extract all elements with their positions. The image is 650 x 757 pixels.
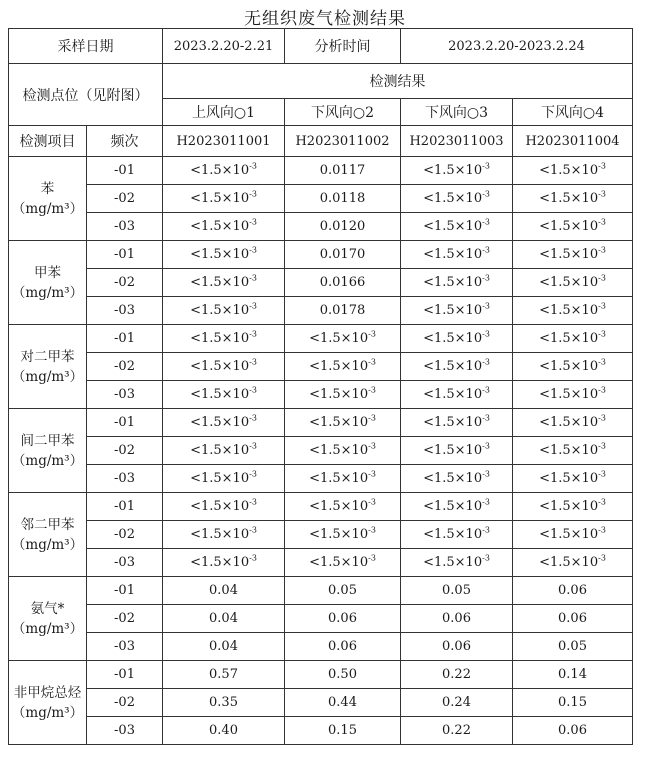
result-cell: 0.0170	[285, 241, 401, 269]
result-cell: $<1.5\times 10^{-3}$	[285, 465, 401, 493]
result-cell: 0.0166	[285, 269, 401, 297]
result-cell: $<1.5\times 10^{-3}$	[513, 381, 633, 409]
result-cell: $<1.5\times 10^{-3}$	[401, 241, 513, 269]
point-header-row	[9, 64, 633, 99]
table-row	[9, 297, 633, 325]
frequency-cell: -01	[87, 157, 163, 185]
result-cell: 0.35	[163, 689, 285, 717]
result-cell: $<1.5\times 10^{-3}$	[513, 213, 633, 241]
result-cell: 0.04	[163, 605, 285, 633]
result-cell: 0.06	[513, 577, 633, 605]
result-cell: $<1.5\times 10^{-3}$	[513, 409, 633, 437]
result-cell: $<1.5\times 10^{-3}$	[513, 157, 633, 185]
result-cell: $<1.5\times 10^{-3}$	[401, 409, 513, 437]
frequency-cell: -03	[87, 633, 163, 661]
result-cell: $<1.5\times 10^{-3}$	[513, 241, 633, 269]
result-cell: $<1.5\times 10^{-3}$	[513, 549, 633, 577]
result-cell: 0.05	[513, 633, 633, 661]
result-cell: $<1.5\times 10^{-3}$	[401, 549, 513, 577]
test-item-unit: （mg/m³）	[11, 704, 84, 721]
sampling-date-value: 2023.2.20-2.21	[163, 29, 285, 64]
table-row	[9, 661, 633, 689]
frequency-cell: -01	[87, 577, 163, 605]
result-cell: 0.14	[513, 661, 633, 689]
point-direction: 下风向○3	[401, 99, 513, 126]
result-cell: $<1.5\times 10^{-3}$	[163, 213, 285, 241]
result-cell: $<1.5\times 10^{-3}$	[513, 521, 633, 549]
frequency-cell: -03	[87, 381, 163, 409]
table-row	[9, 381, 633, 409]
result-cell: 0.24	[401, 689, 513, 717]
table-row	[9, 549, 633, 577]
test-item-cell	[9, 577, 87, 661]
results-table	[8, 28, 633, 745]
result-cell: $<1.5\times 10^{-3}$	[401, 521, 513, 549]
table-row	[9, 213, 633, 241]
table-row	[9, 605, 633, 633]
test-item-name: 非甲烷总烃	[13, 684, 82, 701]
test-item-cell	[9, 325, 87, 409]
test-item-unit: （mg/m³）	[11, 200, 84, 217]
result-cell: $<1.5\times 10^{-3}$	[163, 241, 285, 269]
frequency-cell: -01	[87, 241, 163, 269]
result-cell: $<1.5\times 10^{-3}$	[285, 437, 401, 465]
table-row	[9, 465, 633, 493]
item-label: 检测项目	[9, 126, 87, 157]
analysis-time-value: 2023.2.20-2023.2.24	[401, 29, 633, 64]
result-cell: $<1.5\times 10^{-3}$	[513, 297, 633, 325]
frequency-cell: -02	[87, 605, 163, 633]
analysis-time-label: 分析时间	[285, 29, 401, 64]
result-cell: 0.15	[513, 689, 633, 717]
result-cell: $<1.5\times 10^{-3}$	[401, 381, 513, 409]
result-cell: $<1.5\times 10^{-3}$	[163, 269, 285, 297]
result-cell: $<1.5\times 10^{-3}$	[163, 157, 285, 185]
frequency-cell: -01	[87, 661, 163, 689]
frequency-cell: -03	[87, 717, 163, 745]
result-cell: 0.0120	[285, 213, 401, 241]
test-item-name: 对二甲苯	[20, 348, 75, 365]
test-item-name: 甲苯	[34, 264, 61, 281]
result-cell: $<1.5\times 10^{-3}$	[401, 213, 513, 241]
table-row	[9, 185, 633, 213]
table-row	[9, 633, 633, 661]
frequency-cell: -02	[87, 185, 163, 213]
test-item-unit: （mg/m³）	[11, 620, 84, 637]
frequency-cell: -01	[87, 493, 163, 521]
test-item-cell	[9, 157, 87, 241]
result-cell: $<1.5\times 10^{-3}$	[401, 353, 513, 381]
result-cell: 0.06	[285, 605, 401, 633]
test-item-unit: （mg/m³）	[11, 536, 84, 553]
result-cell: 0.05	[285, 577, 401, 605]
point-direction: 下风向○2	[285, 99, 401, 126]
result-cell: $<1.5\times 10^{-3}$	[401, 493, 513, 521]
result-cell: $<1.5\times 10^{-3}$	[513, 465, 633, 493]
test-item-cell	[9, 241, 87, 325]
table-row	[9, 409, 633, 437]
result-cell: $<1.5\times 10^{-3}$	[163, 521, 285, 549]
test-item-unit: （mg/m³）	[11, 368, 84, 385]
table-row	[9, 577, 633, 605]
result-cell: 0.04	[163, 633, 285, 661]
table-row	[9, 437, 633, 465]
result-cell: $<1.5\times 10^{-3}$	[285, 325, 401, 353]
table-row	[9, 717, 633, 745]
result-cell: 0.0118	[285, 185, 401, 213]
result-cell: 0.44	[285, 689, 401, 717]
result-cell: 0.06	[285, 633, 401, 661]
frequency-cell: -03	[87, 297, 163, 325]
table-row	[9, 521, 633, 549]
result-cell: $<1.5\times 10^{-3}$	[513, 493, 633, 521]
test-item-unit: （mg/m³）	[11, 452, 84, 469]
result-cell: 0.40	[163, 717, 285, 745]
result-cell: $<1.5\times 10^{-3}$	[163, 353, 285, 381]
table-row	[9, 157, 633, 185]
frequency-cell: -02	[87, 437, 163, 465]
sample-code: H2023011002	[285, 126, 401, 157]
test-item-name: 苯	[40, 180, 55, 197]
result-cell: $<1.5\times 10^{-3}$	[163, 465, 285, 493]
result-cell: 0.22	[401, 661, 513, 689]
frequency-cell: -03	[87, 549, 163, 577]
date-row	[9, 29, 633, 64]
freq-label: 频次	[87, 126, 163, 157]
result-cell: $<1.5\times 10^{-3}$	[513, 269, 633, 297]
result-cell: $<1.5\times 10^{-3}$	[401, 465, 513, 493]
result-cell: $<1.5\times 10^{-3}$	[163, 297, 285, 325]
result-cell: 0.06	[401, 605, 513, 633]
result-cell: $<1.5\times 10^{-3}$	[401, 325, 513, 353]
test-item-cell	[9, 409, 87, 493]
result-cell: 0.57	[163, 661, 285, 689]
results-label: 检测结果	[163, 64, 633, 99]
result-cell: $<1.5\times 10^{-3}$	[401, 157, 513, 185]
result-cell: 0.22	[401, 717, 513, 745]
result-cell: $<1.5\times 10^{-3}$	[285, 549, 401, 577]
result-cell: $<1.5\times 10^{-3}$	[285, 493, 401, 521]
sample-code: H2023011001	[163, 126, 285, 157]
table-row	[9, 689, 633, 717]
result-cell: $<1.5\times 10^{-3}$	[285, 409, 401, 437]
result-cell: $<1.5\times 10^{-3}$	[401, 269, 513, 297]
table-row	[9, 353, 633, 381]
test-item-cell	[9, 661, 87, 745]
result-cell: $<1.5\times 10^{-3}$	[163, 493, 285, 521]
frequency-cell: -02	[87, 269, 163, 297]
test-item-unit: （mg/m³）	[11, 284, 84, 301]
sampling-date-label: 采样日期	[9, 29, 163, 64]
frequency-cell: -01	[87, 409, 163, 437]
result-cell: $<1.5\times 10^{-3}$	[401, 437, 513, 465]
point-label: 检测点位（见附图）	[9, 64, 163, 126]
result-cell: $<1.5\times 10^{-3}$	[285, 521, 401, 549]
result-cell: $<1.5\times 10^{-3}$	[163, 437, 285, 465]
result-cell: $<1.5\times 10^{-3}$	[513, 353, 633, 381]
test-item-cell	[9, 493, 87, 577]
result-cell: $<1.5\times 10^{-3}$	[513, 185, 633, 213]
result-cell: 0.05	[401, 577, 513, 605]
result-cell: $<1.5\times 10^{-3}$	[163, 549, 285, 577]
result-cell: 0.04	[163, 577, 285, 605]
sample-code: H2023011004	[513, 126, 633, 157]
point-direction: 下风向○4	[513, 99, 633, 126]
sample-code: H2023011003	[401, 126, 513, 157]
frequency-cell: -02	[87, 521, 163, 549]
table-row	[9, 241, 633, 269]
table-row	[9, 325, 633, 353]
frequency-cell: -02	[87, 353, 163, 381]
result-cell: 0.0178	[285, 297, 401, 325]
result-cell: $<1.5\times 10^{-3}$	[401, 185, 513, 213]
result-cell: 0.06	[513, 717, 633, 745]
frequency-cell: -03	[87, 465, 163, 493]
result-cell: 0.15	[285, 717, 401, 745]
table-row	[9, 269, 633, 297]
result-cell: 0.0117	[285, 157, 401, 185]
result-cell: $<1.5\times 10^{-3}$	[163, 381, 285, 409]
test-item-name: 氨气*	[30, 600, 65, 617]
frequency-cell: -01	[87, 325, 163, 353]
result-cell: $<1.5\times 10^{-3}$	[401, 297, 513, 325]
result-cell: $<1.5\times 10^{-3}$	[285, 353, 401, 381]
point-direction: 上风向○1	[163, 99, 285, 126]
frequency-cell: -03	[87, 213, 163, 241]
report-title: 无组织废气检测结果	[244, 9, 406, 29]
result-cell: $<1.5\times 10^{-3}$	[513, 325, 633, 353]
result-cell: 0.06	[401, 633, 513, 661]
result-cell: 0.06	[513, 605, 633, 633]
frequency-cell: -02	[87, 689, 163, 717]
result-cell: $<1.5\times 10^{-3}$	[163, 325, 285, 353]
test-item-name: 邻二甲苯	[20, 516, 75, 533]
result-cell: $<1.5\times 10^{-3}$	[163, 409, 285, 437]
table-row	[9, 493, 633, 521]
code-row	[9, 126, 633, 157]
test-item-name: 间二甲苯	[20, 432, 75, 449]
result-cell: $<1.5\times 10^{-3}$	[163, 185, 285, 213]
result-cell: $<1.5\times 10^{-3}$	[513, 437, 633, 465]
result-cell: 0.50	[285, 661, 401, 689]
result-cell: $<1.5\times 10^{-3}$	[285, 381, 401, 409]
